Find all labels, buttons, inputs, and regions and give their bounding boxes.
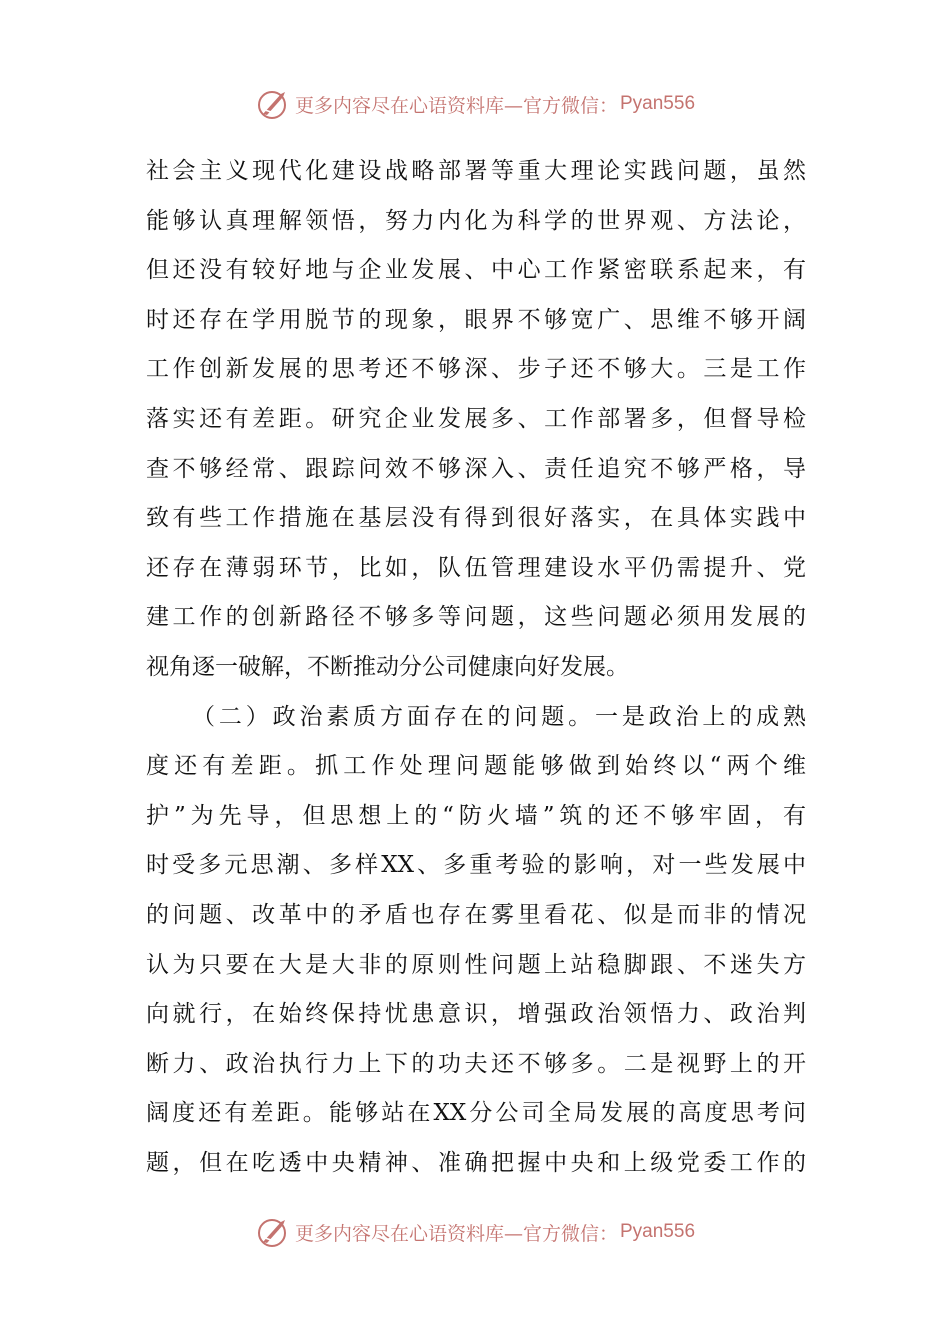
body-line: 题，但在吃透中央精神、准确把握中央和上级党委工作的 [146,1149,806,1176]
quill-logo-icon [255,86,291,122]
body-line: 工作创新发展的思考还不够深、步子还不够大。三是工作 [146,356,806,383]
body-line: 阔度还有差距。能够站在XX分公司全局发展的高度思考问 [146,1100,806,1127]
body-line: 查不够经常、跟踪问效不够深入、责任追究不够严格，导 [146,455,806,482]
header-banner-text: 更多内容尽在心语资料库—官方微信： [294,94,618,117]
body-line: 断力、政治执行力上下的功夫还不够多。二是视野上的开 [146,1050,806,1077]
body-line: 度还有差距。抓工作处理问题能够做到始终以“两个维 [146,753,806,780]
body-line: 还存在薄弱环节，比如，队伍管理建设水平仍需提升、党 [146,554,806,581]
document-body [146,147,806,1188]
footer-watermark-banner [0,1212,950,1252]
body-line: 时还存在学用脱节的现象，眼界不够宽广、思维不够开阔 [146,306,806,333]
body-line: 视角逐一破解，不断推动分公司健康向好发展。 [146,653,629,680]
body-line: 但还没有较好地与企业发展、中心工作紧密联系起来，有 [146,257,806,284]
header-banner-wechat-id: Pyan556 [620,93,696,114]
body-line: 致有些工作措施在基层没有得到很好落实，在具体实践中 [146,505,806,532]
body-line: 认为只要在大是大非的原则性问题上站稳脚跟、不迷失方 [146,951,806,978]
body-line: 的问题、改革中的矛盾也存在雾里看花、似是而非的情况 [146,901,806,928]
body-line: 能够认真理解领悟，努力内化为科学的世界观、方法论， [146,207,806,234]
body-line: 落实还有差距。研究企业发展多、工作部署多，但督导检 [146,405,806,432]
footer-banner-wechat-id: Pyan556 [620,1221,696,1242]
body-line: 向就行，在始终保持忧患意识，增强政治领悟力、政治判 [146,1001,806,1028]
body-line: 社会主义现代化建设战略部署等重大理论实践问题，虽然 [146,158,806,184]
header-watermark-banner [0,84,950,124]
body-line: 护”为先导，但思想上的“防火墙”筑的还不够牢固，有 [146,802,806,829]
quill-logo-icon [255,1214,291,1250]
body-line: 时受多元思潮、多样XX、多重考验的影响，对一些发展中 [146,852,806,879]
body-line: 建工作的创新路径不够多等问题，这些问题必须用发展的 [146,604,806,631]
footer-banner-text: 更多内容尽在心语资料库—官方微信： [294,1222,618,1245]
body-line-section-heading: （二）政治素质方面存在的问题。一是政治上的成熟 [192,703,806,730]
